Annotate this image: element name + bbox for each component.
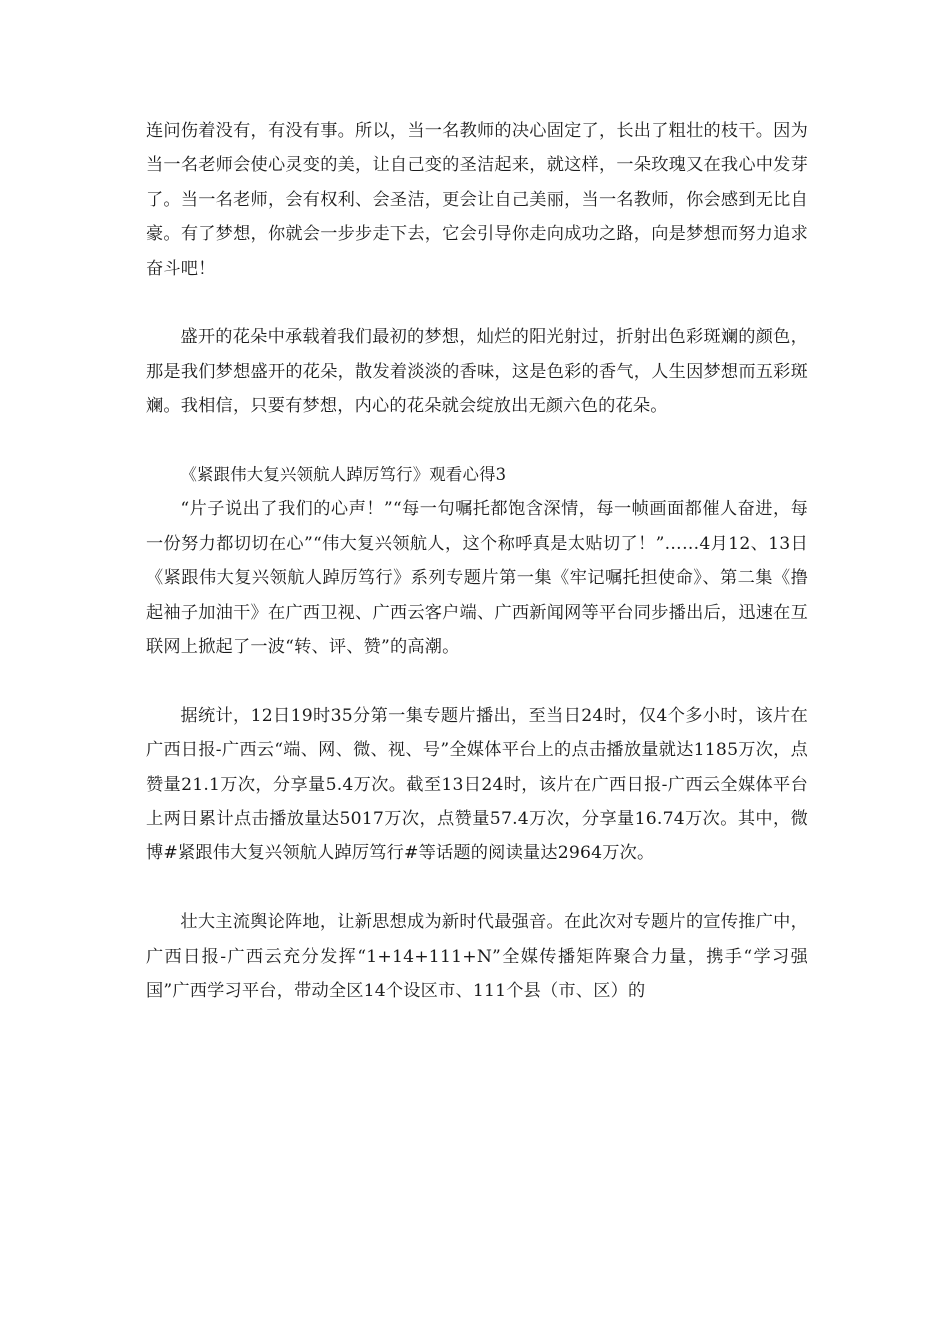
paragraph-gap xyxy=(146,871,808,905)
paragraph-reactions: “片子说出了我们的心声！”“每一句嘱托都饱含深情，每一帧画面都催人奋进，每一份努力都切切在心”“伟大复兴领航人，这个称呼真是太贴切了！”……4月12、13日《紧跟伟大复兴领航人踔厉笃行》系列专题片第一集《牢记嘱托担使命》、第二集《撸起袖子加油干》在广西卫视、广西云客户端、广西新闻网等平台同步播出后，迅速在互联网上掀起了一波“转、评、赞”的高潮。 xyxy=(146,499,808,658)
paragraph-continued: 连问伤着没有，有没有事。所以，当一名教师的决心固定了，长出了粗壮的枝干。因为当一名老师会使心灵变的美，让自己变的圣洁起来，就这样，一朵玫瑰又在我心中发芽了。当一名老师，会有权利、会圣洁，更会让自己美丽，当一名教师，你会感到无比自豪。有了梦想，你就会一步步走下去，它会引导你走向成功之路，向是梦想而努力追求奋斗吧！ xyxy=(146,121,808,279)
paragraph-dream-flowers: 盛开的花朵中承载着我们最初的梦想，灿烂的阳光射过，折射出色彩斑斓的颜色，那是我们梦想盛开的花朵，散发着淡淡的香味，这是色彩的香气，人生因梦想而五彩斑斓。我相信，只要有梦想，内心的花朵就会绽放出无颜六色的花朵。 xyxy=(146,327,808,417)
paragraph-statistics: 据统计，12日19时35分第一集专题片播出，至当日24时，仅4个多小时，该片在广西日报-广西云“端、网、微、视、号”全媒体平台上的点击播放量就达1185万次，点赞量21.1万次，分享量5.4万次。截至13日24时，该片在广西日报-广西云全媒体平台上两日累计点击播放量达5017万次，点赞量57.4万次，分享量16.74万次。其中，微博#紧跟伟大复兴领航人踔厉笃行#等话题的阅读量达2964万次。 xyxy=(146,705,808,864)
paragraph-gap xyxy=(146,286,808,320)
document-page xyxy=(146,114,808,1009)
section-heading: 《紧跟伟大复兴领航人踔厉笃行》观看心得3 xyxy=(180,465,507,485)
paragraph-gap xyxy=(146,664,808,698)
paragraph-gap xyxy=(146,424,808,458)
paragraph-promotion: 壮大主流舆论阵地，让新思想成为新时代最强音。在此次对专题片的宣传推广中，广西日报-广西云充分发挥“1+14+111+N”全媒传播矩阵聚合力量，携手“学习强国”广西学习平台，带动全区14个设区市、111个县（市、区）的 xyxy=(146,912,808,1002)
